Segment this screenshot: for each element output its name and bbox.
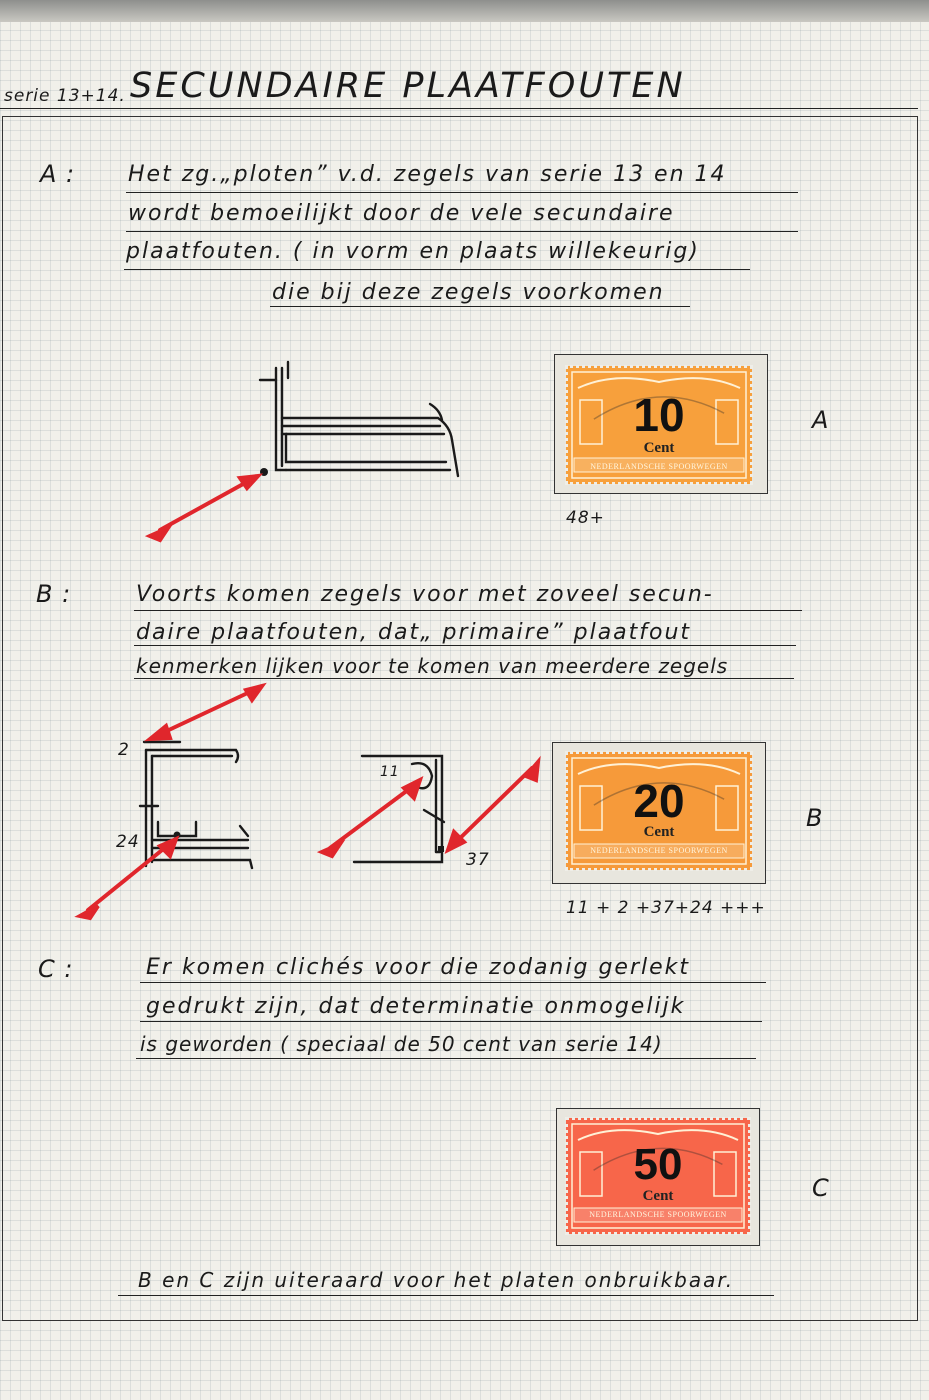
page-title: SECUNDAIRE PLAATFOUTEN (130, 66, 686, 106)
stamp-a-caption: 48+ (566, 508, 605, 528)
section-a-line-2: wordt bemoeilijkt door de vele secundaire (128, 201, 675, 226)
stamp-value: 10 (633, 389, 685, 441)
stamp-c-side-label: C (812, 1174, 830, 1202)
section-c-line-3: is geworden ( speciaal de 50 cent van serie 14) (140, 1032, 663, 1056)
stamp-a-side-label: A (812, 406, 830, 434)
arrow-b-right (448, 762, 538, 850)
arrow-b-top (150, 686, 262, 739)
section-a-line-3: plaatfouten. ( in vorm en plaats willekeurig) (126, 239, 700, 264)
diagram-label-11: 11 (380, 764, 400, 780)
series-label: serie 13+14. (4, 86, 126, 106)
stamp-unit: Cent (642, 1188, 674, 1204)
diagram-label-2: 2 (118, 740, 130, 760)
arrow-b-bottom-left (80, 839, 176, 918)
section-c-letter: C : (38, 955, 74, 983)
stamp-b-side-label: B (806, 804, 824, 832)
section-b-line-2: daire plaatfouten, dat„ primaire” plaatfout (136, 620, 692, 645)
section-b-line-3: kenmerken lijken voor te komen van meerdere zegels (136, 654, 729, 678)
diagram-a (260, 362, 458, 476)
arrow-b-middle (322, 780, 420, 856)
stamp-unit: Cent (643, 440, 675, 456)
section-c-line-1: Er komen clichés voor die zodanig gerlekt (146, 955, 690, 980)
diagram-b-left (140, 742, 252, 868)
stamp-b-caption: 11 + 2 +37+24 +++ (566, 898, 766, 918)
section-a-letter: A : (40, 160, 76, 188)
diagram-label-24: 24 (116, 832, 140, 852)
stamp-value: 20 (633, 775, 685, 827)
section-c-line-2: gedrukt zijn, dat determinatie onmogelijk (146, 994, 686, 1019)
diagram-label-37: 37 (466, 850, 490, 870)
footer-note: B en C zijn uiteraard voor het platen onbruikbaar. (138, 1268, 735, 1292)
stamp-banner: NEDERLANDSCHE SPOORWEGEN (589, 1210, 727, 1219)
diagram-b-right (354, 756, 444, 862)
stamp-banner: NEDERLANDSCHE SPOORWEGEN (590, 846, 728, 855)
stamp-value: 50 (633, 1140, 683, 1189)
section-a-line-1: Het zg.„ploten” v.d. zegels van serie 13 en 14 (128, 162, 727, 187)
section-a-line-4: die bij deze zegels voorkomen (272, 280, 665, 305)
stamp-banner: NEDERLANDSCHE SPOORWEGEN (590, 462, 728, 471)
arrow-a (150, 476, 258, 540)
section-b-line-1: Voorts komen zegels voor met zoveel secun- (136, 582, 714, 607)
stamp-unit: Cent (643, 824, 675, 840)
section-b-letter: B : (36, 580, 72, 608)
